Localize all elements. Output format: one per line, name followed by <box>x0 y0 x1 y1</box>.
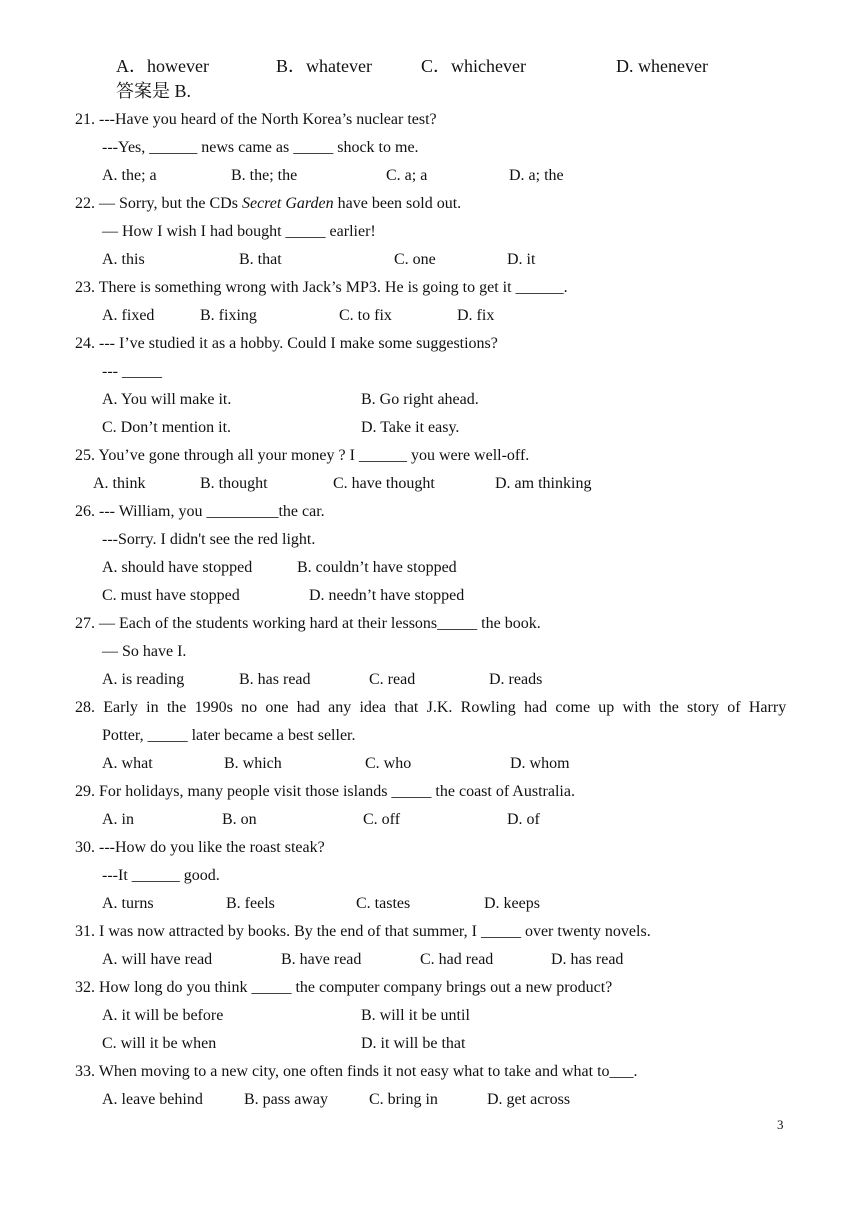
q24-option-d: D. Take it easy. <box>361 419 460 436</box>
q27-option-c: C. read <box>369 671 416 688</box>
q29-option-a: A. in <box>102 811 134 828</box>
q30-line2: ---It ______ good. <box>102 867 220 884</box>
q33-stem: 33. When moving to a new city, one often finds it not easy what to take and what to___. <box>75 1063 638 1080</box>
q22-option-c: C. one <box>394 251 436 268</box>
q32-option-b: B. will it be until <box>361 1007 470 1024</box>
q28-word: 1990s <box>194 699 233 716</box>
q22-option-b: B. that <box>239 251 282 268</box>
q28-word: J.K. <box>426 699 453 716</box>
q28-word: come <box>555 699 591 716</box>
q24-stem: 24. --- I’ve studied it as a hobby. Could I make some suggestions? <box>75 335 498 352</box>
q28-word: the <box>166 699 187 716</box>
q28-word: one <box>265 699 289 716</box>
q28-word: that <box>394 699 419 716</box>
q22-stem-pre: 22. — Sorry, but the CDs <box>75 195 242 212</box>
q32-stem: 32. How long do you think _____ the computer company brings out a new product? <box>75 979 613 996</box>
q24-option-a: A. You will make it. <box>102 391 232 408</box>
q24-line2: --- _____ <box>102 363 162 380</box>
q30-option-d: D. keeps <box>484 895 540 912</box>
q23-stem: 23. There is something wrong with Jack’s MP3. He is going to get it ______. <box>75 279 568 296</box>
q28-stem <box>75 698 786 718</box>
q25-option-a: A. think <box>93 475 146 492</box>
q28-word: no <box>241 699 258 716</box>
q20-option-c: C．whichever <box>421 56 526 76</box>
q28-word: idea <box>359 699 387 716</box>
q22-album-title: Secret Garden <box>241 195 334 212</box>
q26-line2: ---Sorry. I didn't see the red light. <box>102 531 316 548</box>
q28-word: any <box>328 699 352 716</box>
q31-option-c: C. had read <box>420 951 494 968</box>
q28-option-c: C. who <box>365 755 412 772</box>
q24-option-b: B. Go right ahead. <box>361 391 479 408</box>
q28-word: Early <box>103 699 138 716</box>
q28-word: Rowling <box>460 699 516 716</box>
q25-option-d: D. am thinking <box>495 475 592 492</box>
q21-line2: ---Yes, ______ news came as _____ shock to me. <box>102 139 419 156</box>
q20-option-b: B．whatever <box>276 56 372 76</box>
q31-stem: 31. I was now attracted by books. By the end of that summer, I _____ over twenty novels. <box>75 923 651 940</box>
q28-option-d: D. whom <box>510 755 570 772</box>
q26-option-a: A. should have stopped <box>102 559 253 576</box>
q27-option-a: A. is reading <box>102 671 185 688</box>
q20-option-d: D. whenever <box>616 56 708 76</box>
q28-word: up <box>598 699 615 716</box>
q32-option-d: D. it will be that <box>361 1035 466 1052</box>
q25-option-c: C. have thought <box>333 475 435 492</box>
q28-word: had <box>524 699 548 716</box>
q28-word: of <box>727 699 741 716</box>
q26-option-b: B. couldn’t have stopped <box>297 559 457 576</box>
q22-option-a: A. this <box>102 251 145 268</box>
q21-option-b: B. the; the <box>231 167 298 184</box>
page-number: 3 <box>777 1117 784 1132</box>
q31-option-d: D. has read <box>551 951 624 968</box>
q30-option-a: A. turns <box>102 895 154 912</box>
q30-option-b: B. feels <box>226 895 275 912</box>
q33-option-d: D. get across <box>487 1091 571 1108</box>
q28-word: 28. <box>75 699 95 716</box>
q28-option-a: A. what <box>102 755 153 772</box>
q28-word: story <box>687 699 720 716</box>
q33-option-a: A. leave behind <box>102 1091 203 1108</box>
q28-word: with <box>622 699 651 716</box>
q24-option-c: C. Don’t mention it. <box>102 419 232 436</box>
q26-option-c: C. must have stopped <box>102 587 240 604</box>
q26-option-d: D. needn’t have stopped <box>309 587 465 604</box>
q27-option-d: D. reads <box>489 671 543 688</box>
q23-option-c: C. to fix <box>339 307 392 324</box>
q29-option-b: B. on <box>222 811 257 828</box>
q23-option-b: B. fixing <box>200 307 257 324</box>
q30-option-c: C. tastes <box>356 895 411 912</box>
q28-word: had <box>296 699 320 716</box>
q28-option-b: B. which <box>224 755 282 772</box>
q22-line2: — How I wish I had bought _____ earlier! <box>102 223 376 240</box>
q29-option-d: D. of <box>507 811 540 828</box>
q22-option-d: D. it <box>507 251 536 268</box>
q29-stem: 29. For holidays, many people visit those islands _____ the coast of Australia. <box>75 783 575 800</box>
q21-stem: 21. ---Have you heard of the North Korea’s nuclear test? <box>75 111 437 128</box>
q31-option-b: B. have read <box>281 951 362 968</box>
q27-line2: — So have I. <box>102 643 187 660</box>
q32-option-a: A. it will be before <box>102 1007 224 1024</box>
q33-option-c: C. bring in <box>369 1091 438 1108</box>
q23-option-d: D. fix <box>457 307 495 324</box>
q31-option-a: A. will have read <box>102 951 213 968</box>
q32-option-c: C. will it be when <box>102 1035 217 1052</box>
q25-stem: 25. You’ve gone through all your money ? I ______ you were well-off. <box>75 447 530 464</box>
q28-line2: Potter, _____ later became a best seller. <box>102 727 356 744</box>
q28-word: in <box>146 699 159 716</box>
q21-option-a: A. the; a <box>102 167 157 184</box>
q22-stem <box>75 194 461 214</box>
q21-option-d: D. a; the <box>509 167 564 184</box>
q26-stem: 26. --- William, you _________the car. <box>75 503 325 520</box>
q29-option-c: C. off <box>363 811 401 828</box>
q22-stem-post: have been sold out. <box>333 195 462 212</box>
q20-answer: 答案是 B. <box>116 81 192 101</box>
q27-option-b: B. has read <box>239 671 311 688</box>
q28-word: Harry <box>748 699 787 716</box>
q23-option-a: A. fixed <box>102 307 155 324</box>
q33-option-b: B. pass away <box>244 1091 328 1108</box>
q25-option-b: B. thought <box>200 475 268 492</box>
q20-option-a: A．however <box>116 56 209 76</box>
q21-option-c: C. a; a <box>386 167 428 184</box>
q28-word: the <box>659 699 679 716</box>
q27-stem: 27. — Each of the students working hard at their lessons_____ the book. <box>75 615 541 632</box>
q30-stem: 30. ---How do you like the roast steak? <box>75 839 325 856</box>
